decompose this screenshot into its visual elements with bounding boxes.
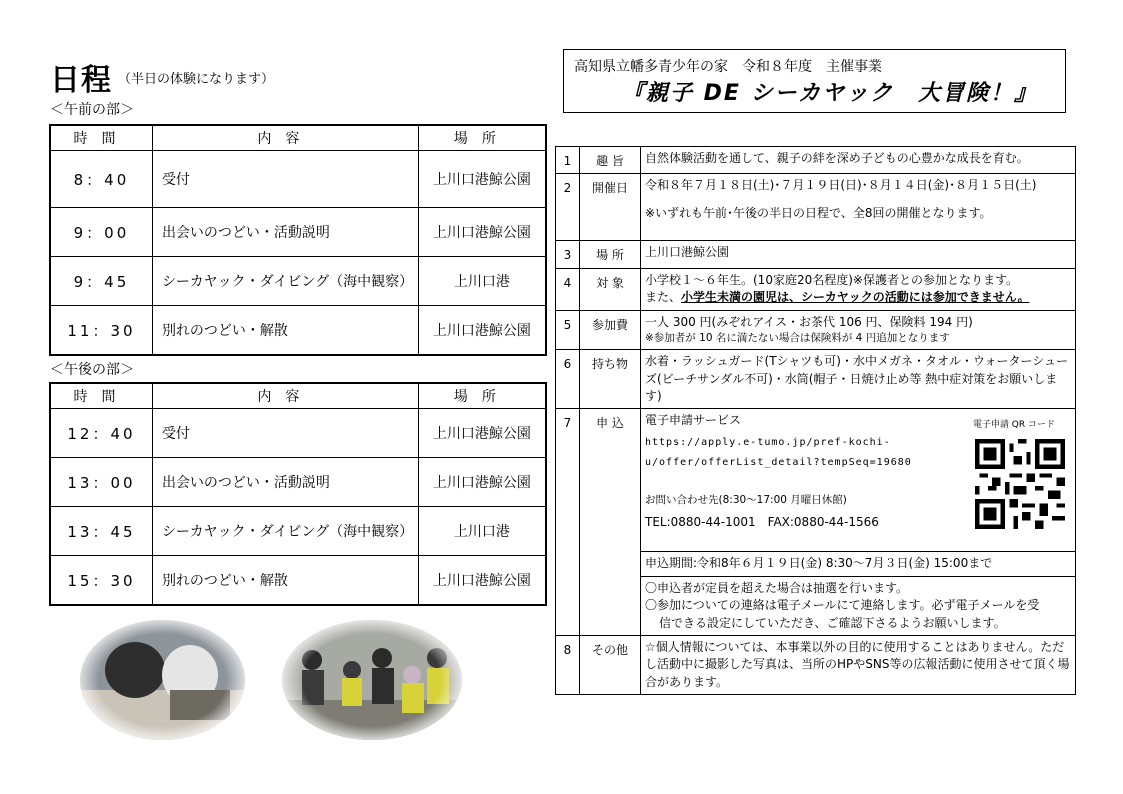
table-row: [50, 151, 546, 208]
dates-text: 令和８年７月１８日(土)･７月１９日(日)･８月１４日(金)･８月１５日(土): [645, 178, 1037, 193]
other-text: ☆個人情報については、本事業以外の目的に使用することはありません。ただし活動中に撮影した写真は、当所のHPやSNS等の広報活動に使用させて頂く場合があります。: [641, 635, 1076, 694]
info-row: [556, 147, 1076, 174]
apply-url-line1[interactable]: https://apply.e-tumo.jp/pref-kochi-: [645, 436, 891, 448]
apply-service: 電子申請サービス: [645, 413, 742, 428]
content-cell: 別れのつどい・解散: [152, 306, 418, 356]
content-cell: シーカヤック・ダイビング（海中観察）: [152, 507, 418, 556]
dates-note: ※いずれも午前･午後の半日の日程で、全8回の開催となります。: [645, 205, 992, 220]
schedule-title: 日程: [50, 63, 112, 98]
schedule-subtitle: （半日の体験になります）: [118, 72, 275, 87]
content-cell: 出会いのつどい・活動説明: [152, 458, 418, 507]
row-value: 自然体験活動を通して、親子の絆を深め子どもの心豊かな成長を育む。: [641, 147, 1076, 174]
info-row: [556, 310, 1076, 350]
row-key: その他: [580, 635, 641, 694]
morning-label: ＜午前の部＞: [50, 102, 134, 118]
row-number: 4: [556, 268, 580, 310]
time-cell: 9：45: [50, 257, 152, 306]
row-key: 持ち物: [580, 350, 641, 409]
row-key: 申 込: [580, 409, 641, 636]
time-cell: 13：00: [50, 458, 152, 507]
info-row: [556, 350, 1076, 409]
header-content: 内容: [152, 383, 418, 409]
row-key: 趣 旨: [580, 147, 641, 174]
event-organizer: 高知県立幡多青少年の家 令和８年度 主催事業: [574, 59, 882, 75]
notice-email-cont: 信できる設定にしていただき、ご確認下さるようお願いします。: [659, 615, 1006, 630]
content-cell: 出会いのつどい・活動説明: [152, 208, 418, 257]
info-table: [555, 146, 1076, 695]
place-cell: 上川口港: [418, 507, 546, 556]
apply-period: 申込期間:令和8年６月１９日(金) 8:30～7月３日(金) 15:00まで: [641, 552, 1076, 576]
row-number: 5: [556, 310, 580, 350]
time-cell: 8：40: [50, 151, 152, 208]
photo-group: [282, 620, 462, 740]
time-cell: 13：45: [50, 507, 152, 556]
qr-code-icon[interactable]: [975, 439, 1065, 529]
place-cell: 上川口港鯨公園: [418, 208, 546, 257]
table-row: [50, 507, 546, 556]
time-cell: 12：40: [50, 409, 152, 458]
morning-table: [49, 124, 547, 356]
content-cell: 受付: [152, 409, 418, 458]
info-row: [556, 409, 1076, 552]
header-content: 内容: [152, 125, 418, 151]
time-cell: 15：30: [50, 556, 152, 606]
place-cell: 上川口港鯨公園: [418, 409, 546, 458]
time-cell: 9：00: [50, 208, 152, 257]
row-number: 8: [556, 635, 580, 694]
notice-lottery: 〇申込者が定員を超えた場合は抽選を行います。: [645, 580, 909, 595]
apply-url-line2[interactable]: u/offer/offerList_detail?tempSeq=19680: [645, 457, 912, 469]
row-number: 6: [556, 350, 580, 409]
row-number: 7: [556, 409, 580, 636]
info-row: [556, 635, 1076, 694]
row-key: 対 象: [580, 268, 641, 310]
header-time: 時間: [50, 125, 152, 151]
table-row: [50, 409, 546, 458]
content-cell: 別れのつどい・解散: [152, 556, 418, 606]
row-number: 3: [556, 241, 580, 268]
time-cell: 11：30: [50, 306, 152, 356]
info-row: [556, 268, 1076, 310]
target-warning: 小学生未満の園児は、シーカヤックの活動には参加できません。: [681, 290, 1030, 305]
row-value: 上川口港鯨公園: [641, 241, 1076, 268]
row-number: 1: [556, 147, 580, 174]
fee-text: 一人 300 円(みぞれアイス・お茶代 106 円、保険料 194 円): [645, 314, 973, 329]
header-place: 場所: [418, 383, 546, 409]
qr-label: 電子申請 QR コード: [972, 420, 1055, 431]
contact-hours: お問い合わせ先(8:30～17:00 月曜日休館): [645, 493, 847, 506]
notice-email: 〇参加についての連絡は電子メールにて連絡します。必ず電子メールを受: [645, 598, 1040, 613]
target-text2-prefix: また、: [645, 290, 682, 305]
place-cell: 上川口港鯨公園: [418, 556, 546, 606]
content-cell: 受付: [152, 151, 418, 208]
table-header-row: [50, 383, 546, 409]
header-time: 時間: [50, 383, 152, 409]
afternoon-table: [49, 382, 547, 606]
afternoon-label: ＜午後の部＞: [50, 362, 134, 378]
belongings-text: 水着・ラッシュガード(Tシャツも可)・水中メガネ・タオル・ウォーターシューズ(ビーチサンダル不可)・水筒(帽子・日焼け止め等 熱中症対策をお願いします): [641, 350, 1076, 409]
header-place: 場所: [418, 125, 546, 151]
content-cell: シーカヤック・ダイビング（海中観察）: [152, 257, 418, 306]
info-row: [556, 174, 1076, 241]
event-title: 『親子 DE シーカヤック 大冒険！』: [622, 81, 1039, 106]
place-cell: 上川口港鯨公園: [418, 458, 546, 507]
row-key: 参加費: [580, 310, 641, 350]
place-cell: 上川口港鯨公園: [418, 306, 546, 356]
target-text: 小学校１～６年生。(10家庭20名程度)※保護者との参加となります。: [645, 272, 1018, 287]
row-key: 開催日: [580, 174, 641, 241]
place-cell: 上川口港: [418, 257, 546, 306]
row-number: 2: [556, 174, 580, 241]
row-key: 場 所: [580, 241, 641, 268]
table-row: [50, 458, 546, 507]
fee-note: ※参加者が 10 名に満たない場合は保険料が 4 円追加となります: [645, 331, 950, 344]
photo-observation: [80, 620, 245, 740]
table-header-row: [50, 125, 546, 151]
table-row: [50, 257, 546, 306]
table-row: [50, 208, 546, 257]
info-row: [556, 241, 1076, 268]
table-row: [50, 556, 546, 606]
table-row: [50, 306, 546, 356]
place-cell: 上川口港鯨公園: [418, 151, 546, 208]
contact-phone-fax: TEL:0880-44-1001 FAX:0880-44-1566: [645, 514, 879, 529]
event-header-box: [563, 49, 1066, 113]
